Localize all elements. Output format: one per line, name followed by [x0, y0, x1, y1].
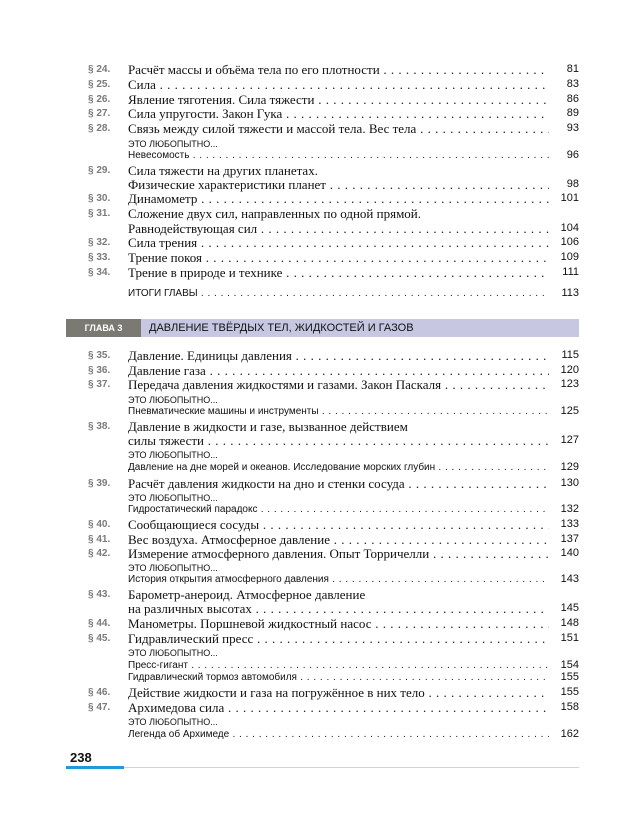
- section-number: § 47.: [88, 702, 111, 713]
- entry-title: Расчёт массы и объёма тела по его плотности . . .: [128, 62, 549, 77]
- page-ref: 125: [560, 405, 579, 417]
- section-number: § 24.: [88, 64, 111, 75]
- toc-entry: [88, 363, 583, 378]
- page-ref: 111: [562, 266, 579, 278]
- toc-entry: [88, 433, 583, 448]
- toc-entry: [88, 163, 583, 178]
- page-ref: 109: [560, 251, 579, 263]
- entry-title: Сила тяжести на других планетах.: [128, 163, 318, 178]
- section-number: § 31.: [88, 208, 111, 219]
- page-ref: 155: [560, 686, 579, 698]
- entry-title: Динамометр . . .: [128, 191, 549, 206]
- page-ref: 148: [560, 617, 579, 629]
- page-ref: 158: [560, 701, 579, 713]
- section-label: ЭТО ЛЮБОПЫТНО...: [128, 450, 218, 460]
- entry-title: Физические характеристики планет . . .: [128, 177, 549, 192]
- entry-title: Сила . . .: [128, 77, 549, 92]
- entry-title: Гидравлический тормоз автомобиля . . .: [128, 670, 549, 685]
- toc-entry: [88, 476, 583, 491]
- entry-title: Вес воздуха. Атмосферное давление . . .: [128, 532, 549, 547]
- section-number: § 40.: [88, 519, 111, 530]
- toc-entry: [88, 177, 583, 192]
- entry-title: Действие жидкости и газа на погружённое в них тело . . .: [128, 685, 549, 700]
- entry-title: Давление на дне морей и океанов. Исследование морских глубин . . .: [128, 460, 549, 475]
- section-number: § 32.: [88, 237, 111, 248]
- toc-entry: [88, 348, 583, 363]
- entry-title: Манометры. Поршневой жидкостный насос . . .: [128, 616, 549, 631]
- entry-title: Передача давления жидкостями и газами. Закон Паскаля . . .: [128, 377, 549, 392]
- toc-entry: [88, 419, 583, 434]
- chapter-summary-label: ИТОГИ ГЛАВЫ . . .: [128, 286, 549, 301]
- entry-title: Измерение атмосферного давления. Опыт Торричелли . . .: [128, 546, 549, 561]
- page-ref: 106: [560, 236, 579, 248]
- chapter-header: [66, 319, 579, 337]
- section-label: ЭТО ЛЮБОПЫТНО...: [128, 395, 218, 405]
- section-number: § 38.: [88, 421, 111, 432]
- section-number: § 27.: [88, 108, 111, 119]
- page-ref: 83: [566, 78, 579, 90]
- page-ref: 133: [560, 518, 579, 530]
- footer-accent-bar: [66, 766, 124, 769]
- section-label: ЭТО ЛЮБОПЫТНО...: [128, 493, 218, 503]
- toc-entry: [88, 517, 583, 532]
- section-label: ЭТО ЛЮБОПЫТНО...: [128, 717, 218, 727]
- section-label: ЭТО ЛЮБОПЫТНО...: [128, 139, 218, 149]
- page-ref: 155: [560, 671, 579, 683]
- toc-entry: [88, 206, 583, 221]
- entry-title: Архимедова сила . . .: [128, 700, 549, 715]
- section-number: § 35.: [88, 350, 111, 361]
- toc-entry: [88, 572, 583, 587]
- page-ref: 143: [560, 573, 579, 585]
- page-ref: 127: [560, 434, 579, 446]
- entry-title: силы тяжести . . .: [128, 433, 549, 448]
- section-number: § 37.: [88, 379, 111, 390]
- toc-entry: [88, 631, 583, 646]
- entry-title: Гидростатический парадокс . . .: [128, 502, 549, 517]
- toc-entry: [88, 685, 583, 700]
- toc-entry: [88, 532, 583, 547]
- toc-entry: [88, 62, 583, 77]
- page-ref: 140: [560, 547, 579, 559]
- toc-entry: [88, 235, 583, 250]
- toc-entry: [88, 670, 583, 685]
- page-ref: 137: [560, 533, 579, 545]
- toc-entry: [88, 700, 583, 715]
- chapter-title: ДАВЛЕНИЕ ТВЁРДЫХ ТЕЛ, ЖИДКОСТЕЙ И ГАЗОВ: [149, 322, 414, 334]
- page-ref: 132: [560, 503, 579, 515]
- toc-entry: [88, 106, 583, 121]
- entry-title: Пневматические машины и инструменты . . .: [128, 404, 549, 419]
- entry-title: Трение в природе и технике . . .: [128, 265, 549, 280]
- page-ref: 101: [560, 192, 579, 204]
- entry-title: Явление тяготения. Сила тяжести . . .: [128, 92, 549, 107]
- toc-entry: [88, 404, 583, 419]
- entry-title: Трение покоя . . .: [128, 250, 549, 265]
- entry-title: Барометр-анероид. Атмосферное давление: [128, 587, 366, 602]
- toc-entry: [88, 377, 583, 392]
- entry-title: Пресс-гигант . . .: [128, 658, 549, 673]
- section-number: § 41.: [88, 534, 111, 545]
- entry-title: Давление. Единицы давления . . .: [128, 348, 549, 363]
- section-number: § 46.: [88, 687, 111, 698]
- page-ref: 93: [566, 122, 579, 134]
- entry-title: Равнодействующая сил . . .: [128, 221, 549, 236]
- toc-entry: [88, 92, 583, 107]
- entry-title: Давление газа . . .: [128, 363, 549, 378]
- page-ref: 89: [566, 107, 579, 119]
- page-number: 238: [70, 750, 92, 765]
- section-number: § 39.: [88, 478, 111, 489]
- page-ref: 86: [566, 93, 579, 105]
- toc-entry: [88, 148, 583, 163]
- toc-entry: [88, 502, 583, 517]
- toc-entry: [88, 587, 583, 602]
- page-ref: 123: [560, 378, 579, 390]
- page-ref: 96: [566, 149, 579, 161]
- page-ref: 129: [560, 461, 579, 473]
- toc-entry: [88, 601, 583, 616]
- page-ref: 104: [560, 222, 579, 234]
- toc-entry: [88, 546, 583, 561]
- section-number: § 25.: [88, 79, 111, 90]
- section-number: § 30.: [88, 193, 111, 204]
- section-number: § 33.: [88, 252, 111, 263]
- entry-title: Сложение двух сил, направленных по одной прямой.: [128, 206, 422, 221]
- toc-entry: [88, 286, 583, 301]
- entry-title: История открытия атмосферного давления . . .: [128, 572, 549, 587]
- toc-entry: [88, 265, 583, 280]
- toc-entry: [88, 221, 583, 236]
- entry-title: Сила трения . . .: [128, 235, 549, 250]
- section-number: § 43.: [88, 589, 111, 600]
- entry-title: Сообщающиеся сосуды . . .: [128, 517, 549, 532]
- entry-title: Невесомость . . .: [128, 148, 549, 163]
- page-ref: 162: [560, 728, 579, 740]
- toc-entry: [88, 191, 583, 206]
- page-ref: 151: [560, 632, 579, 644]
- entry-title: Легенда об Архимеде . . .: [128, 727, 549, 742]
- page-ref: 130: [560, 477, 579, 489]
- entry-title: Расчёт давления жидкости на дно и стенки сосуда . . .: [128, 476, 549, 491]
- section-number: § 29.: [88, 165, 111, 176]
- entry-title: Давление в жидкости и газе, вызванное действием: [128, 419, 408, 434]
- page-ref: 120: [560, 364, 579, 376]
- toc-entry: [88, 460, 583, 475]
- toc-entry: [88, 121, 583, 136]
- section-number: § 45.: [88, 633, 111, 644]
- chapter-badge: ГЛАВА 3: [66, 319, 141, 337]
- page-ref: 115: [561, 349, 579, 361]
- footer-rule: [124, 767, 579, 768]
- toc-entry: [88, 77, 583, 92]
- entry-title: на различных высотах . . .: [128, 601, 549, 616]
- entry-title: Гидравлический пресс . . .: [128, 631, 549, 646]
- section-label: ЭТО ЛЮБОПЫТНО...: [128, 648, 218, 658]
- entry-title: Сила упругости. Закон Гука . . .: [128, 106, 549, 121]
- section-number: § 36.: [88, 365, 111, 376]
- section-number: § 28.: [88, 123, 111, 134]
- page-ref: 113: [561, 287, 579, 299]
- page-ref: 145: [560, 602, 579, 614]
- section-number: § 44.: [88, 618, 111, 629]
- entry-title: Связь между силой тяжести и массой тела. Вес тела . . .: [128, 121, 549, 136]
- toc-entry: [88, 250, 583, 265]
- page-ref: 98: [566, 178, 579, 190]
- section-number: § 42.: [88, 548, 111, 559]
- page-ref: 81: [566, 63, 579, 75]
- toc-entry: [88, 727, 583, 742]
- section-number: § 34.: [88, 267, 111, 278]
- section-label: ЭТО ЛЮБОПЫТНО...: [128, 563, 218, 573]
- page-ref: 154: [560, 659, 579, 671]
- section-number: § 26.: [88, 94, 111, 105]
- toc-entry: [88, 616, 583, 631]
